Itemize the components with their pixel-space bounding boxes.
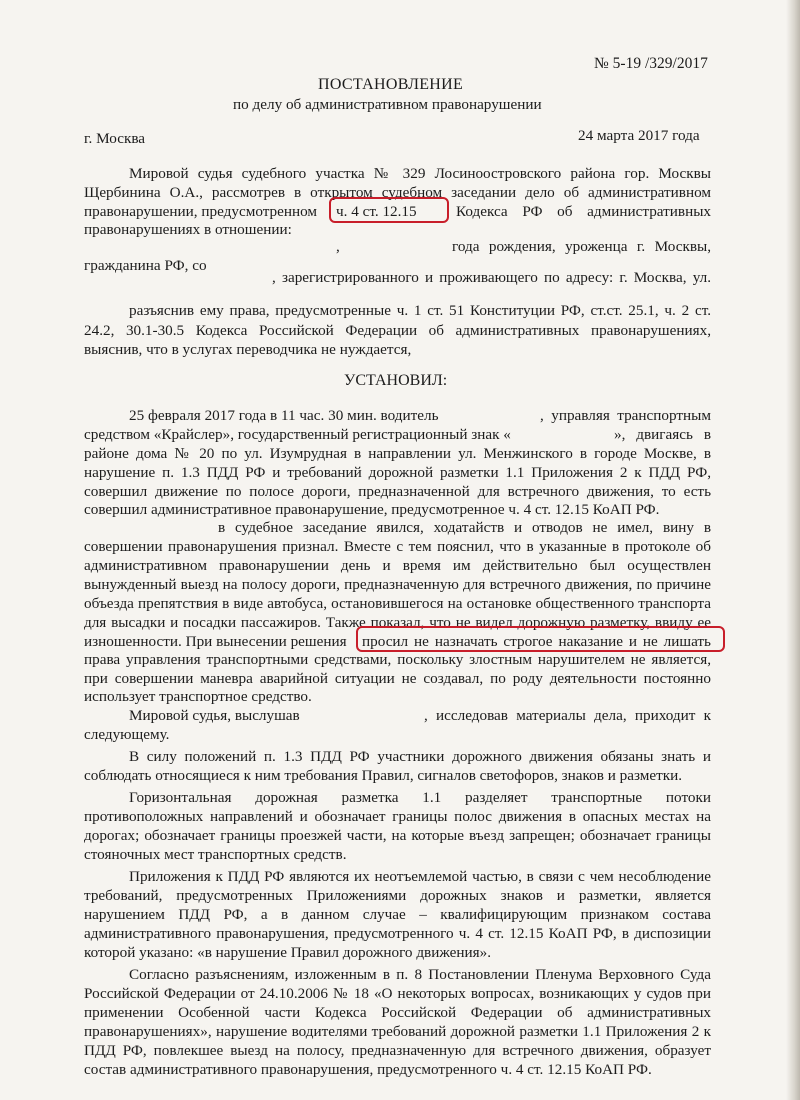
text-line: совершил движение по полосе дороги, предназначенной для встречного движения, то есть — [84, 483, 711, 500]
text-line: выяснив, что в услугах переводчика не нуждается, — [84, 341, 412, 358]
text-line: при совершении маневра аварийной ситуации не создавал, по роду деятельности постоянно — [84, 670, 711, 687]
text-line: совершил административное правонарушение, предусмотренное ч. 4 ст. 12.15 КоАП РФ. — [84, 501, 660, 518]
text-line: Российской Федерации от 24.10.2006 № 18 «О некоторых вопросах, возникающих у судов при — [84, 985, 711, 1002]
text-line: Мировой судья, выслушав — [129, 707, 300, 724]
highlight-request — [356, 626, 725, 652]
text-line: разъяснив ему права, предусмотренные ч. 1 ст. 51 Конституции РФ, ст.ст. 25.1, ч. 2 ст. — [129, 302, 711, 319]
text-line: Горизонтальная дорожная разметка 1.1 разделяет транспортные потоки — [129, 789, 711, 806]
page-edge — [786, 0, 800, 1100]
case-number: № 5-19 /329/2017 — [594, 55, 708, 72]
text-line: требований, предусмотренных Приложениями дорожных знаков и разметки, является — [84, 887, 711, 904]
text-line: ПДД РФ, повлекшее выезд на полосу, предназначенную для встречного движения, образует — [84, 1042, 711, 1059]
text-line: Мировой судья судебного участка № 329 Лосиноостровского района гор. Москвы — [129, 165, 711, 182]
text-line: следующему. — [84, 726, 170, 743]
highlight-article — [329, 197, 449, 223]
text-line: Кодекса РФ об административных — [456, 203, 711, 220]
text-line: », двигаясь в — [614, 426, 711, 443]
page-title: ПОСТАНОВЛЕНИЕ — [318, 76, 464, 93]
highlighted-request: просил не назначать строгое наказание и не лишать — [362, 633, 711, 650]
text-line: административного правонарушения, предусмотренного ч. 4 ст. 12.15 КоАП РФ, в диспозиции — [84, 925, 711, 942]
text-line: которой указано: «в нарушение Правил дорожного движения». — [84, 944, 492, 961]
text-line: Приложения к ПДД РФ являются их неотъемлемой частью, в связи с чем несоблюдение — [129, 868, 711, 885]
text-line: объезда препятствия в виде автобуса, остановившегося на остановке общественного транспорта — [84, 595, 711, 612]
text-line: районе дома № 20 по ул. Изумрудная в направлении ул. Менжинского в городе Москве, в — [84, 445, 711, 462]
section-title: УСТАНОВИЛ: — [344, 372, 448, 389]
text-line: изношенности. При вынесении решения — [84, 633, 347, 650]
city: г. Москва — [84, 130, 146, 147]
text-line: нарушение п. 1.3 ПДД РФ и требований дорожной разметки 1.1 Приложения 2 к ПДД РФ, — [84, 464, 711, 481]
text-line: Щербинина О.А., рассмотрев в открытом судебном заседании дело об административном — [84, 184, 711, 201]
text-line: применении Особенной части Кодекса Российской Федерации об административных — [84, 1004, 711, 1021]
text-line: административном правонарушении день и время им действительно был осуществлен — [84, 557, 711, 574]
text-line: 24.2, 30.1-30.5 Кодекса Российской Федерации об административных правонарушениях, — [84, 322, 711, 339]
law-reference: ч. 4 ст. 12.15 — [336, 203, 417, 220]
text-line: вынужденный выезд на полосу дороги, предназначенную для встречного движения, по причине — [84, 576, 711, 593]
text-line: в судебное заседание явился, ходатайств и отводов не имел, вину в — [218, 519, 711, 536]
text-line: года рождения, уроженца г. Москвы, — [452, 238, 711, 255]
text-line: правонарушениях в отношении: — [84, 221, 292, 238]
page-subtitle: по делу об административном правонарушении — [233, 96, 542, 113]
text-line: В силу положений п. 1.3 ПДД РФ участники дорожного движения обязаны знать и — [129, 748, 711, 765]
text-line: средством «Крайслер», государственный регистрационный знак « — [84, 426, 511, 443]
text-line: Согласно разъяснениям, изложенным в п. 8 Постановлении Пленума Верховного Суда — [129, 966, 711, 983]
text-line: права управления транспортными средствами, поскольку злостным нарушителем не является, — [84, 651, 711, 668]
text-line: дорогах; обозначает границы проезжей части, на которые въезд запрещен; обозначает границы — [84, 827, 711, 844]
text-line: соблюдать относящиеся к ним требования Правил, сигналов светофоров, знаков и разметки. — [84, 767, 683, 784]
text-line: , исследовав материалы дела, приходит к — [424, 707, 711, 724]
text-line: стояночных мест транспортных средств. — [84, 846, 347, 863]
text-line: состав административного правонарушения, предусмотренного ч. 4 ст. 12.15 КоАП РФ. — [84, 1061, 652, 1078]
text-line: для высадки и посадки пассажиров. Также показал, что не видел дорожную разметку, ввиду ее — [84, 614, 711, 631]
text-line: совершении правонарушения признал. Вместе с тем пояснил, что в указанные в протоколе об — [84, 538, 711, 555]
text-line: 25 февраля 2017 года в 11 час. 30 мин. водитель — [129, 407, 439, 424]
text-line: правонарушениях», нарушение водителями требований дорожной разметки 1.1 Приложения 2 к — [84, 1023, 711, 1040]
text-line: использует транспортное средство. — [84, 688, 312, 705]
text-line: , зарегистрированного и проживающего по адресу: г. Москва, ул. — [272, 269, 711, 286]
text-line: гражданина РФ, со — [84, 257, 207, 274]
text-line: противоположных направлений и обозначает границы полос движения в опасных местах на — [84, 808, 711, 825]
text-line: , — [336, 238, 340, 255]
text-line: , управляя транспортным — [540, 407, 711, 424]
document-date: 24 марта 2017 года — [578, 127, 700, 144]
text-line: нарушением ПДД РФ, а в данном случае – квалифицирующим признаком состава — [84, 906, 711, 923]
text-line: правонарушении, предусмотренном — [84, 203, 318, 220]
